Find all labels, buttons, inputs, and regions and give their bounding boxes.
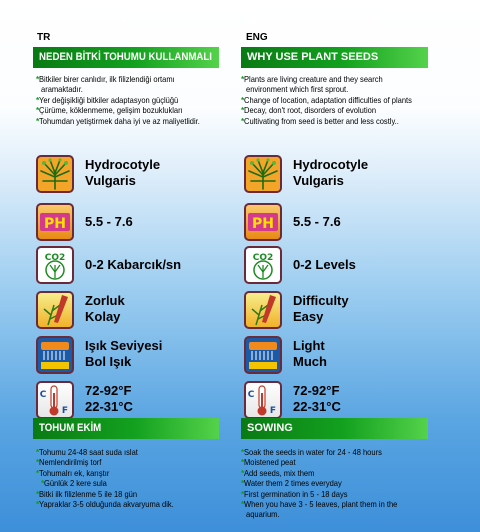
- light-value: Bol Işık: [85, 354, 132, 369]
- co2-row: [36, 246, 236, 286]
- light-row: [244, 336, 444, 376]
- intro-list: [241, 74, 473, 126]
- bullet-star-icon: *: [241, 488, 245, 499]
- list-item: *Bitki ilk filizlenme 5 ile 18 gün: [36, 488, 138, 499]
- list-item: *Change of location, adaptation difficulties of plants: [241, 94, 413, 105]
- row-text: [293, 157, 368, 189]
- bullet-star-icon: *: [241, 467, 245, 478]
- list-item: *Tohumu 24-48 saat suda ıslat: [36, 447, 139, 457]
- section-header-sowing: [33, 418, 219, 439]
- svg-text:CO2: CO2: [252, 253, 274, 263]
- bullet-star-icon: *: [36, 457, 40, 468]
- svg-text:F: F: [61, 406, 69, 416]
- difficulty-row: [244, 291, 444, 331]
- list-item: *Günlük 2 kere sula: [41, 478, 108, 489]
- language-label: ENG: [246, 32, 268, 43]
- ph-range: 5.5 - 7.6: [293, 214, 341, 229]
- ph-row: [36, 203, 236, 243]
- list-item: aramaktadır.: [41, 84, 83, 95]
- ph-icon: [244, 203, 282, 241]
- list-item: *Decay, don't root, disorders of evolution: [241, 105, 377, 116]
- plant-species: Vulgaris: [85, 173, 136, 188]
- temperature-c: 22-31°C: [293, 399, 341, 414]
- plant-icon: [244, 155, 282, 193]
- section-header-text: WHY USE PLANT SEEDS: [247, 51, 379, 63]
- language-label: TR: [37, 32, 51, 43]
- section-header-sowing: [241, 418, 428, 439]
- temperature-row: [36, 381, 236, 421]
- light-icon: [244, 336, 282, 374]
- section-header-why: [241, 47, 428, 68]
- list-item: *Add seeds, mix them: [241, 467, 315, 478]
- list-item: *Tohumdan yetiştirmek daha iyi ve az maliyetlidir.: [36, 115, 201, 126]
- co2-row: [244, 246, 444, 286]
- steps-list: [36, 447, 236, 509]
- difficulty-icon: [244, 291, 282, 329]
- bullet-star-icon: *: [36, 447, 40, 457]
- difficulty-icon: [36, 291, 74, 329]
- row-text: [85, 293, 125, 325]
- list-item: *Soak the seeds in water for 24 - 48 hours: [241, 447, 383, 457]
- difficulty-value: Kolay: [85, 309, 121, 324]
- list-item: *Moistened peat: [241, 457, 296, 468]
- row-text: [85, 383, 133, 415]
- light-label: Light: [293, 338, 325, 353]
- temperature-f: 72-92°F: [85, 383, 132, 398]
- bullet-star-icon: *: [241, 94, 245, 105]
- list-item: *Water them 2 times everyday: [241, 478, 343, 489]
- bullet-star-icon: *: [241, 447, 245, 457]
- plant-species: Vulgaris: [293, 173, 344, 188]
- bullet-star-icon: *: [241, 115, 245, 126]
- temperature-row: [244, 381, 444, 421]
- bullet-star-icon: *: [41, 478, 45, 489]
- bullet-star-icon: *: [36, 74, 40, 84]
- co2-level: 0-2 Levels: [293, 257, 356, 272]
- section-header-why: [33, 47, 219, 68]
- row-text: [293, 338, 327, 370]
- co2-icon: [244, 246, 282, 284]
- list-item: *Plants are living creature and they search: [241, 74, 383, 84]
- co2-icon: [36, 246, 74, 284]
- ph-row: [244, 203, 444, 243]
- svg-text:PH: PH: [252, 216, 274, 232]
- bullet-star-icon: *: [241, 74, 245, 84]
- temperature-f: 72-92°F: [293, 383, 340, 398]
- row-text: [293, 383, 341, 415]
- difficulty-value: Easy: [293, 309, 324, 324]
- svg-text:PH: PH: [44, 216, 66, 232]
- difficulty-label: Difficulty: [293, 293, 349, 308]
- bullet-star-icon: *: [36, 105, 40, 116]
- list-item: *Çürüme, köklenmeme, gelişim bozuklukları: [36, 105, 183, 116]
- plant-name-row: [36, 155, 236, 195]
- list-item: *Yapraklar 3-5 olduğunda akvaryuma dik.: [36, 499, 175, 510]
- list-item: environment which first sprout.: [246, 84, 349, 95]
- list-item: aquarium.: [246, 509, 280, 520]
- difficulty-row: [36, 291, 236, 331]
- list-item: *Nemlendirilmiş torf: [36, 457, 102, 468]
- english-column: [240, 0, 480, 532]
- plant-name-row: [244, 155, 444, 195]
- thermometer-icon: [244, 381, 282, 419]
- plant-icon: [36, 155, 74, 193]
- row-text: [85, 157, 160, 189]
- list-item: *Tohumalrı ek, karıştır: [36, 467, 110, 478]
- row-text: [293, 293, 349, 325]
- bullet-star-icon: *: [36, 94, 40, 105]
- plant-genus: Hydrocotyle: [85, 157, 161, 172]
- difficulty-label: Zorluk: [85, 293, 125, 308]
- bullet-star-icon: *: [36, 467, 40, 478]
- row-text: [85, 338, 162, 370]
- list-item: *When you have 3 - 5 leaves, plant them in the: [241, 499, 398, 510]
- list-item: *Cultivating from seed is better and less costly..: [241, 115, 400, 126]
- section-header-text: NEDEN BİTKİ TOHUMU KULLANMALI: [39, 51, 212, 63]
- plant-genus: Hydrocotyle: [293, 157, 369, 172]
- svg-text:CO2: CO2: [44, 253, 66, 263]
- bullet-star-icon: *: [36, 115, 40, 126]
- ph-range: 5.5 - 7.6: [85, 214, 133, 229]
- light-icon: [36, 336, 74, 374]
- list-item: *First germination in 5 - 18 days: [241, 488, 348, 499]
- light-label: Işık Seviyesi: [85, 338, 163, 353]
- thermometer-icon: [36, 381, 74, 419]
- bullet-star-icon: *: [241, 457, 245, 468]
- bullet-star-icon: *: [241, 105, 245, 116]
- svg-text:F: F: [269, 406, 277, 416]
- svg-text:C: C: [247, 390, 255, 400]
- list-item: *Bitkiler birer canlıdır, ilk filizlendiği ortamı: [36, 74, 175, 84]
- light-value: Much: [293, 354, 327, 369]
- light-row: [36, 336, 236, 376]
- section-header-text: TOHUM EKİM: [39, 422, 102, 434]
- section-header-text: SOWING: [247, 422, 293, 434]
- list-item: *Yer değişikliği bitkiler adaptasyon güçlüğü: [36, 94, 179, 105]
- bullet-star-icon: *: [36, 488, 40, 499]
- bullet-star-icon: *: [241, 478, 245, 489]
- steps-list: [241, 447, 473, 520]
- intro-list: [36, 74, 236, 126]
- bullet-star-icon: *: [241, 499, 245, 510]
- ph-icon: [36, 203, 74, 241]
- co2-level: 0-2 Kabarcık/sn: [85, 257, 182, 272]
- bullet-star-icon: *: [36, 499, 40, 510]
- svg-text:C: C: [39, 390, 47, 400]
- temperature-c: 22-31°C: [85, 399, 133, 414]
